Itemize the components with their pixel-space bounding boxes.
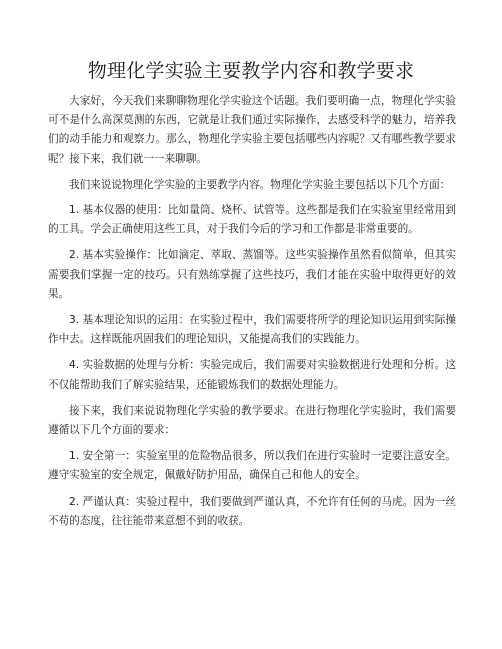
paragraph-content-item-3: 3. 基本理论知识的运用：在实验过程中，我们需要将所学的理论知识运用到实际操作中去。这样既能巩固我们的理论知识，又能提高我们的实践能力。 xyxy=(48,314,456,346)
paragraph-requirements-intro: 接下来，我们来说说物理化学实验的教学要求。在进行物理化学实验时，我们需要遵循以下几个方面的要求： xyxy=(48,404,456,437)
document-body xyxy=(48,92,456,538)
paragraph-requirement-item-2: 2. 严谨认真：实验过程中，我们要做到严谨认真，不允许有任何的马虎。因为一丝不苟的态度，往往能带来意想不到的收获。 xyxy=(48,495,456,527)
paragraph-content-intro: 我们来说说物理化学实验的主要教学内容。物理化学实验主要包括以下几个方面： xyxy=(69,178,451,191)
paragraph-intro: 大家好，今天我们来聊聊物理化学实验这个话题。我们要明确一点，物理化学实验可不是什么高深莫测的东西，它就是让我们通过实际操作，去感受科学的魅力，培养我们的动手能力和观察力。那么，物理化学实验主要包括哪些内容呢？又有哪些教学要求呢？接下来，我们就一一来聊聊。 xyxy=(48,95,456,165)
paragraph-content-item-1: 1. 基本仪器的使用：比如量筒、烧杯、试管等。这些都是我们在实验室里经常用到的工具。学会正确使用这些工具，对于我们今后的学习和工作都是非常重要的。 xyxy=(48,204,456,236)
paragraph-requirement-item-1: 1. 安全第一：实验室里的危险物品很多，所以我们在进行实验时一定要注意安全。遵守实验室的安全规定，佩戴好防护用品，确保自己和他人的安全。 xyxy=(48,450,456,482)
paragraph-content-item-2: 2. 基本实验操作：比如滴定、萃取、蒸馏等。这些实验操作虽然看似简单，但其实需要我们掌握一定的技巧。只有熟练掌握了这些技巧，我们才能在实验中取得更好的效果。 xyxy=(48,249,456,300)
paragraph-content-item-4: 4. 实验数据的处理与分析：实验完成后，我们需要对实验数据进行处理和分析。这不仅能帮助我们了解实验结果，还能锻炼我们的数据处理能力。 xyxy=(48,359,456,391)
page-title: 物理化学实验主要教学内容和教学要求 xyxy=(87,60,415,82)
